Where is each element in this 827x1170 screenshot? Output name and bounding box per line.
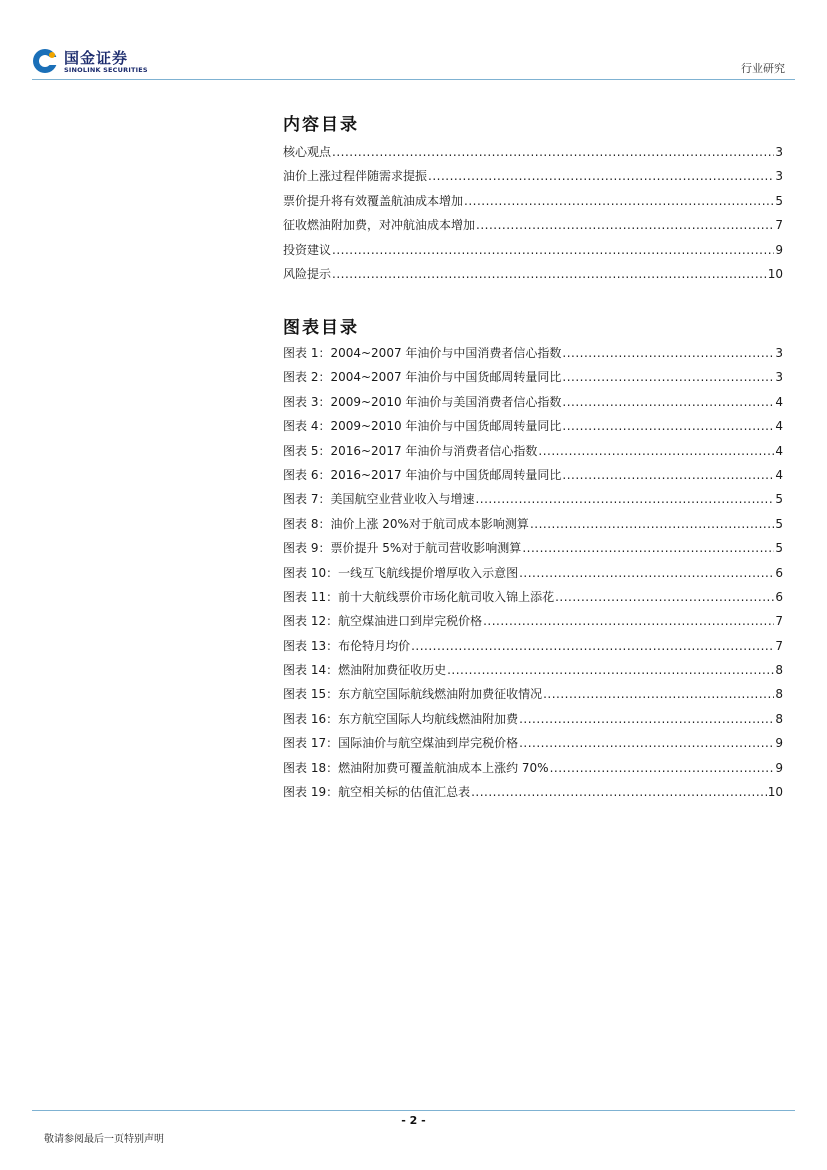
figure-entry-page: 5 xyxy=(775,492,783,507)
dot-leader xyxy=(562,344,774,362)
disclaimer-note: 敬请参阅最后一页特别声明 xyxy=(44,1134,164,1145)
figure-entry[interactable] xyxy=(283,442,783,466)
figure-entry-label: 图表 11：前十大航线票价市场化航司收入锦上添花 xyxy=(283,589,555,604)
figure-entry[interactable] xyxy=(283,515,783,539)
figure-entry[interactable] xyxy=(283,637,783,661)
figure-entry-page: 6 xyxy=(775,565,783,580)
figure-entry[interactable] xyxy=(283,661,783,685)
dot-leader xyxy=(519,710,774,728)
logo-chinese-name: 国金证券 xyxy=(64,49,129,67)
dot-leader xyxy=(562,466,774,484)
contents-entry-label: 投资建议 xyxy=(283,242,332,257)
contents-entry[interactable] xyxy=(283,265,783,289)
header-divider xyxy=(32,79,795,80)
contents-entry[interactable] xyxy=(283,143,783,167)
figure-entry-page: 10 xyxy=(767,785,783,800)
dot-leader xyxy=(543,685,774,703)
contents-entry-label: 征收燃油附加费，对冲航油成本增加 xyxy=(283,218,476,233)
figure-entry[interactable] xyxy=(283,344,783,368)
page-number: - 2 - xyxy=(401,1114,426,1127)
logo-english-name: SINOLINK SECURITIES xyxy=(64,66,148,74)
figure-entry-label: 图表 15：东方航空国际航线燃油附加费征收情况 xyxy=(283,687,543,702)
figure-entry[interactable] xyxy=(283,710,783,734)
figure-entry-label: 图表 10：一线互飞航线提价增厚收入示意图 xyxy=(283,565,519,580)
figure-entry-page: 5 xyxy=(775,541,783,556)
figure-entry-label: 图表 13：布伦特月均价 xyxy=(283,638,411,653)
figure-entry-label: 图表 5：2016~2017 年油价与消费者信心指数 xyxy=(283,443,538,458)
dot-leader xyxy=(476,216,774,234)
figure-entry-label: 图表 12：航空煤油进口到岸完税价格 xyxy=(283,614,483,629)
dot-leader xyxy=(550,759,775,777)
figure-entry[interactable] xyxy=(283,783,783,807)
figure-entry-page: 3 xyxy=(775,370,783,385)
contents-entry[interactable] xyxy=(283,167,783,191)
dot-leader xyxy=(519,734,774,752)
contents-title: 内容目录 xyxy=(283,115,359,135)
figure-entry-page: 5 xyxy=(775,516,783,531)
figures-list xyxy=(283,344,783,807)
figure-entry-label: 图表 19：航空相关标的估值汇总表 xyxy=(283,785,471,800)
dot-leader xyxy=(447,661,774,679)
contents-list xyxy=(283,143,783,289)
figure-entry-label: 图表 7：美国航空业营业收入与增速 xyxy=(283,492,475,507)
contents-entry-page: 7 xyxy=(775,218,783,233)
dot-leader xyxy=(483,612,774,630)
dot-leader xyxy=(332,265,767,283)
contents-entry-label: 票价提升将有效覆盖航油成本增加 xyxy=(283,193,464,208)
dot-leader xyxy=(522,539,774,557)
figures-title: 图表目录 xyxy=(283,318,359,338)
figure-entry-page: 8 xyxy=(775,687,783,702)
contents-entry-label: 核心观点 xyxy=(283,145,332,159)
dot-leader xyxy=(428,167,774,185)
dot-leader xyxy=(475,490,774,508)
figure-entry-label: 图表 3：2009~2010 年油价与美国消费者信心指数 xyxy=(283,394,562,409)
figure-entry-page: 3 xyxy=(775,346,783,360)
figure-entry-page: 7 xyxy=(775,638,783,653)
dot-leader xyxy=(332,241,774,259)
figure-entry[interactable] xyxy=(283,759,783,783)
dot-leader xyxy=(530,515,774,533)
dot-leader xyxy=(555,588,774,606)
figure-entry[interactable] xyxy=(283,490,783,514)
figure-entry-label: 图表 9：票价提升 5%对于航司营收影响测算 xyxy=(283,541,522,556)
figure-entry-page: 8 xyxy=(775,663,783,678)
figure-entry[interactable] xyxy=(283,417,783,441)
figure-entry[interactable] xyxy=(283,734,783,758)
dot-leader xyxy=(538,442,774,460)
figure-entry[interactable] xyxy=(283,466,783,490)
figure-entry[interactable] xyxy=(283,588,783,612)
contents-entry[interactable] xyxy=(283,216,783,240)
dot-leader xyxy=(519,564,774,582)
figure-entry-label: 图表 17：国际油价与航空煤油到岸完税价格 xyxy=(283,736,519,751)
contents-entry[interactable] xyxy=(283,241,783,265)
figure-entry-page: 4 xyxy=(775,419,783,434)
dot-leader xyxy=(562,368,774,386)
sinolink-logo-icon xyxy=(32,48,58,74)
figure-entry-label: 图表 8：油价上涨 20%对于航司成本影响测算 xyxy=(283,516,529,531)
figure-entry-label: 图表 6：2016~2017 年油价与中国货邮周转量同比 xyxy=(283,467,562,482)
figure-entry[interactable] xyxy=(283,539,783,563)
figure-entry[interactable] xyxy=(283,685,783,709)
figure-entry-page: 6 xyxy=(775,589,783,604)
figure-entry-page: 7 xyxy=(775,614,783,629)
figure-entry-label: 图表 18：燃油附加费可覆盖航油成本上涨约 70% xyxy=(283,760,549,775)
figure-entry[interactable] xyxy=(283,564,783,588)
figure-entry-label: 图表 4：2009~2010 年油价与中国货邮周转量同比 xyxy=(283,419,562,434)
contents-entry-page: 3 xyxy=(775,145,783,159)
contents-entry-page: 9 xyxy=(775,242,783,257)
figure-entry-page: 9 xyxy=(775,736,783,751)
dot-leader xyxy=(562,417,774,435)
figure-entry-label: 图表 1：2004~2007 年油价与中国消费者信心指数 xyxy=(283,346,562,360)
contents-entry[interactable] xyxy=(283,192,783,216)
figure-entry-page: 9 xyxy=(775,760,783,775)
figure-entry-page: 4 xyxy=(775,443,783,458)
figure-entry-label: 图表 16：东方航空国际人均航线燃油附加费 xyxy=(283,711,519,726)
figure-entry-label: 图表 2：2004~2007 年油价与中国货邮周转量同比 xyxy=(283,370,562,385)
company-logo xyxy=(32,46,162,78)
contents-entry-page: 5 xyxy=(775,193,783,208)
footer-divider xyxy=(32,1110,795,1111)
figure-entry-page: 8 xyxy=(775,711,783,726)
contents-entry-label: 油价上涨过程伴随需求提振 xyxy=(283,169,428,184)
figure-entry-label: 图表 14：燃油附加费征收历史 xyxy=(283,663,447,678)
figure-entry-page: 4 xyxy=(775,394,783,409)
dot-leader xyxy=(411,637,774,655)
figure-entry[interactable] xyxy=(283,612,783,636)
dot-leader xyxy=(471,783,767,801)
dot-leader xyxy=(332,143,774,161)
dot-leader xyxy=(464,192,774,210)
dot-leader xyxy=(562,393,774,411)
figure-entry-page: 4 xyxy=(775,467,783,482)
figure-entry[interactable] xyxy=(283,393,783,417)
contents-entry-page: 3 xyxy=(775,169,783,184)
figure-entry[interactable] xyxy=(283,368,783,392)
contents-entry-label: 风险提示 xyxy=(283,266,332,281)
report-category: 行业研究 xyxy=(741,62,785,75)
contents-entry-page: 10 xyxy=(767,266,783,281)
